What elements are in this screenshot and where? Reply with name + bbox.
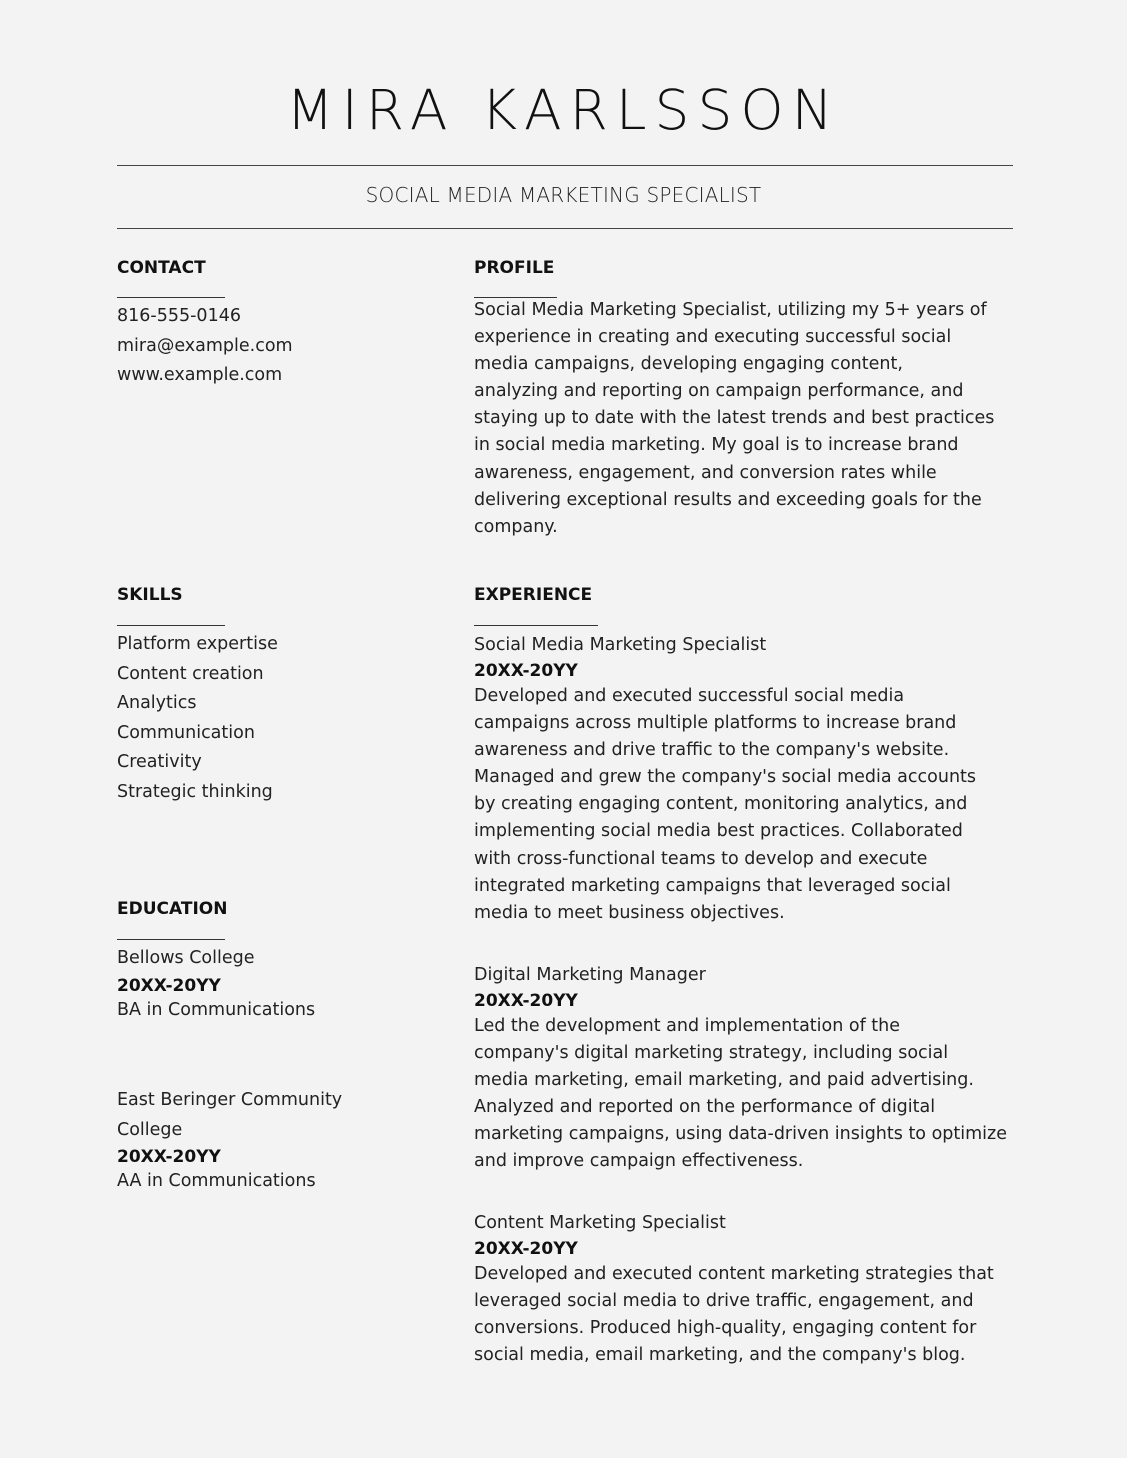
job-description-line: Managed and grew the company's social media accounts <box>474 767 977 788</box>
job-description-line: company's digital marketing strategy, including social <box>474 1043 949 1064</box>
job-description-line: campaigns across multiple platforms to increase brand <box>474 713 957 734</box>
profile-line: media campaigns, developing engaging content, <box>474 354 903 375</box>
experience-heading: EXPERIENCE <box>474 585 593 605</box>
school-name: East Beringer Community <box>117 1090 343 1110</box>
profile-text <box>474 297 1019 541</box>
education-entry <box>117 944 315 1022</box>
skill-item: Strategic thinking <box>117 781 273 802</box>
profile-line: analyzing and reporting on campaign performance, and <box>474 381 964 402</box>
experience-entry <box>474 631 1019 927</box>
job-description <box>474 1013 1019 1176</box>
profile-line: experience in creating and executing successful social <box>474 327 952 348</box>
job-description-line: Developed and executed successful social media <box>474 686 905 706</box>
job-dates: 20XX-20YY <box>474 1239 578 1259</box>
degree: AA in Communications <box>117 1171 316 1191</box>
job-description-line: social media, email marketing, and the company's blog. <box>474 1345 966 1366</box>
job-description-line: Led the development and implementation of the <box>474 1016 901 1036</box>
job-description-line: marketing campaigns, using data-driven insights to optimize <box>474 1124 1007 1145</box>
job-description <box>474 683 1019 927</box>
education-heading-underline <box>117 939 225 940</box>
job-description-line: Analyzed and reported on the performance of digital <box>474 1097 936 1118</box>
job-title: Social Media Marketing Specialist <box>474 635 767 655</box>
school-name: College <box>117 1119 183 1140</box>
education-heading: EDUCATION <box>117 899 228 919</box>
school-name: Bellows College <box>117 948 255 968</box>
job-title: Digital Marketing Manager <box>474 965 706 985</box>
contact-heading-underline <box>117 297 225 298</box>
job-description-line: with cross-functional teams to develop and execute <box>474 848 928 869</box>
job-description-line: by creating engaging content, monitoring analytics, and <box>474 794 968 815</box>
job-description-line: awareness and drive traffic to the company's website. <box>474 740 950 761</box>
skill-item: Content creation <box>117 663 264 684</box>
skill-item: Platform expertise <box>117 634 278 654</box>
profile-heading: PROFILE <box>474 258 555 278</box>
contact-heading: CONTACT <box>117 258 206 278</box>
profile-line: in social media marketing. My goal is to increase brand <box>474 435 959 456</box>
education-dates: 20XX-20YY <box>117 1147 221 1167</box>
contact-list <box>117 302 293 391</box>
profile-line: staying up to date with the latest trends and best practices <box>474 408 995 429</box>
education-dates: 20XX-20YY <box>117 975 221 996</box>
job-dates: 20XX-20YY <box>474 991 578 1011</box>
experience-heading-underline <box>474 625 598 626</box>
skills-heading: SKILLS <box>117 585 183 605</box>
candidate-title: SOCIAL MEDIA MARKETING SPECIALIST <box>365 183 762 207</box>
job-description-line: integrated marketing campaigns that leveraged social <box>474 875 951 896</box>
profile-line: Social Media Marketing Specialist, utilizing my 5+ years of <box>474 300 987 320</box>
skill-item: Analytics <box>117 693 197 714</box>
skill-item: Communication <box>117 722 255 743</box>
job-dates: 20XX-20YY <box>474 661 578 681</box>
profile-line: delivering exceptional results and exceeding goals for the <box>474 489 982 510</box>
degree: BA in Communications <box>117 999 316 1020</box>
job-description <box>474 1261 1019 1369</box>
experience-entry <box>474 961 1019 1176</box>
profile-line: company. <box>474 516 558 537</box>
job-description-line: conversions. Produced high-quality, engaging content for <box>474 1318 977 1339</box>
experience-entry <box>474 1209 1019 1369</box>
contact-email[interactable]: mira@example.com <box>117 335 293 356</box>
education-entry <box>117 1086 342 1193</box>
contact-website[interactable]: www.example.com <box>117 365 283 386</box>
job-description-line: media to meet business objectives. <box>474 902 785 923</box>
skills-heading-underline <box>117 625 225 626</box>
job-description-line: leveraged social media to drive traffic, engagement, and <box>474 1291 974 1312</box>
job-description-line: and improve campaign effectiveness. <box>474 1151 804 1172</box>
job-description-line: media marketing, email marketing, and paid advertising. <box>474 1070 974 1091</box>
candidate-name: MIRA KARLSSON <box>286 78 841 142</box>
job-description-line: implementing social media best practices. Collaborated <box>474 821 963 842</box>
job-description-line: Developed and executed content marketing strategies that <box>474 1264 994 1284</box>
header-divider-bottom <box>117 228 1013 229</box>
profile-line: awareness, engagement, and conversion rates while <box>474 462 937 483</box>
skill-item: Creativity <box>117 752 202 773</box>
contact-phone: 816-555-0146 <box>117 306 241 326</box>
job-title: Content Marketing Specialist <box>474 1213 726 1233</box>
header-divider-top <box>117 165 1013 166</box>
skills-list <box>117 630 278 808</box>
